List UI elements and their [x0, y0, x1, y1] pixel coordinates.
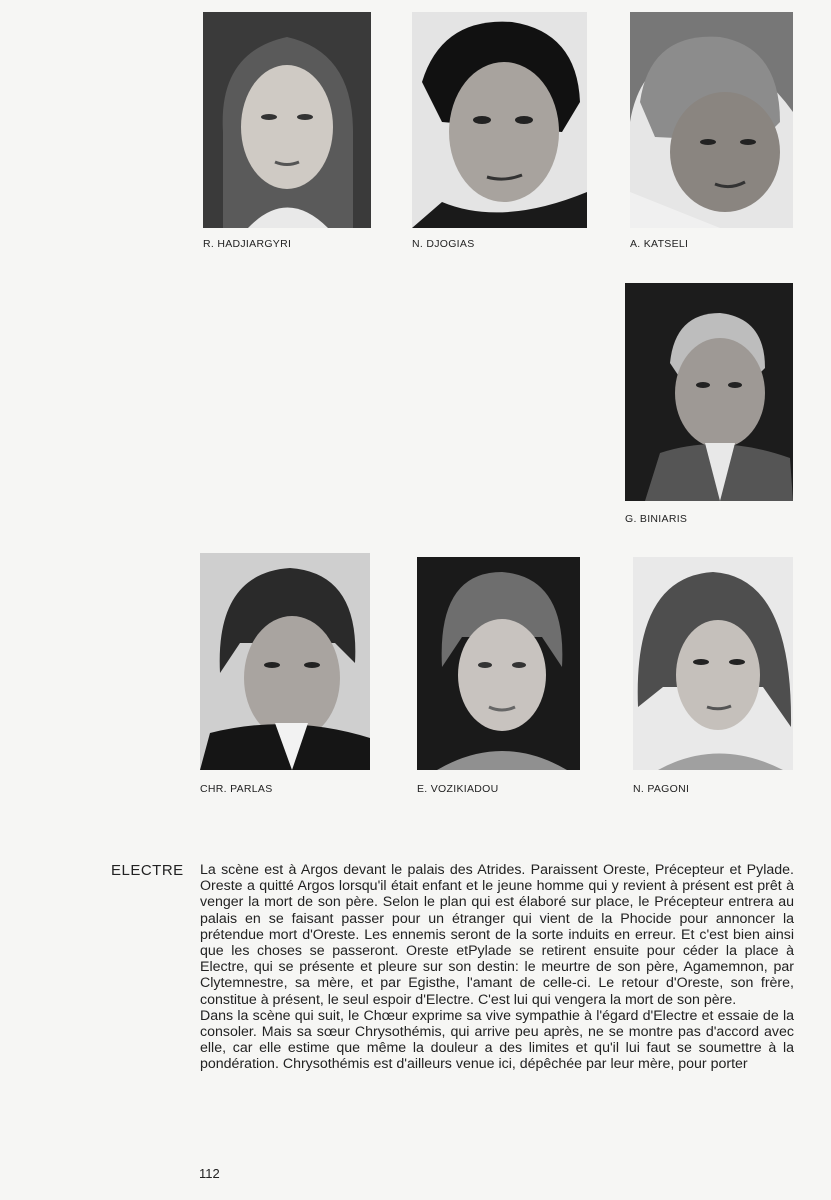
synopsis-paragraph: Dans la scène qui suit, le Chœur exprime sa vive sympathie à l'égard d'Electre et essaie de la consoler. Mais sa sœur Chrysothémis, qui arrive peu après, ne se montre pas d'accord avec elle, car elle estime que même la douleur a des limites et qu'il lui faut se soumettre à la pondération. Chrysothémis est d'ailleurs venue ici, dépêchée par leur mère, pour porter: [200, 1007, 794, 1073]
portrait-photo-vozikiadou: [417, 557, 580, 770]
portrait-photo-parlas: [200, 553, 370, 770]
portrait-caption: E. VOZIKIADOU: [417, 783, 499, 795]
portrait-caption: R. HADJIARGYRI: [203, 238, 292, 250]
portrait-caption: G. BINIARIS: [625, 513, 688, 525]
portrait-caption: N. DJOGIAS: [412, 238, 475, 250]
portrait-photo-katseli: [630, 12, 793, 228]
portrait-photo-hadjiargyri: [203, 12, 371, 228]
portrait-caption: CHR. PARLAS: [200, 783, 273, 795]
portrait-caption: N. PAGONI: [633, 783, 690, 795]
portrait-photo-pagoni: [633, 557, 793, 770]
portrait-photo-djogias: [412, 12, 587, 228]
portrait-photo-biniaris: [625, 283, 793, 501]
page-number: 112: [199, 1166, 220, 1181]
portrait-caption: A. KATSELI: [630, 238, 689, 250]
synopsis-paragraph: La scène est à Argos devant le palais des Atrides. Paraissent Oreste, Précepteur et Pylade. Oreste a quitté Argos lorsqu'il était enfant et le jeune homme qui y revient à présent est prêt à venger la mort de son père. Selon le plan qui est élaboré sur place, le Précepteur entrera au palais en se faisant passer pour un étranger qui vient de la Phocide pour annoncer la prétendue mort d'Oreste. Les ennemis seront de la sorte induits en erreur. Et c'est bien ainsi que les choses se passeront. Oreste etPylade se retirent ensuite pour céder la place à Electre, qui se présente et pleure sur son destin: le meurtre de son père, Agamemnon, par Clytemnestre, sa mère, et par Egisthe, l'amant de celle-ci. Le retour d'Oreste, son frère, constitue à présent, le seul espoir d'Electre. C'est lui qui vengera la mort de son père.: [200, 862, 794, 1008]
synopsis-text: [200, 862, 794, 1073]
section-title: ELECTRE: [111, 862, 184, 879]
